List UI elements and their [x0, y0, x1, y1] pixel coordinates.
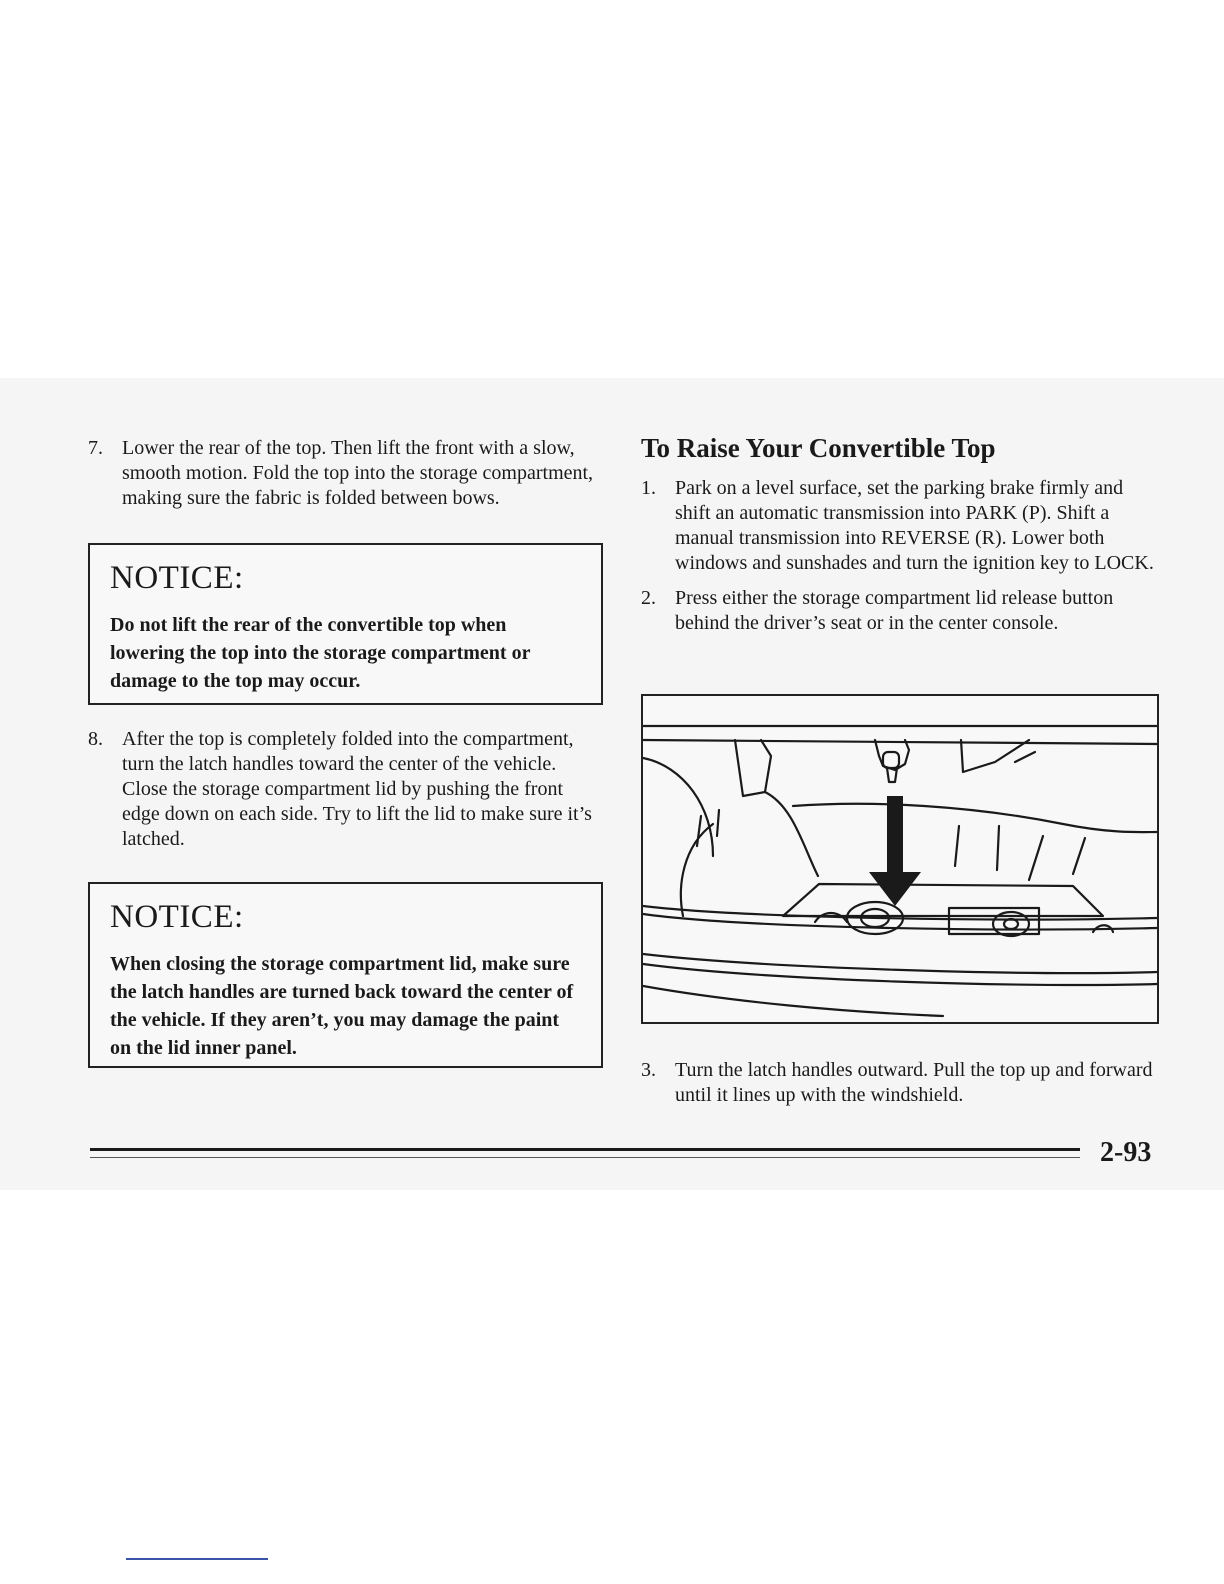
step-text: After the top is completely folded into the compartment, turn the latch handles toward the center of the vehicle. Close the storage compartment lid by pushing the front edge down on each side. Try to lift the lid to make sure it’s latched. — [122, 728, 592, 850]
arrow-down-icon — [869, 796, 921, 906]
fabric-fold-line — [997, 826, 999, 870]
step-7 — [88, 436, 603, 511]
step-2 — [641, 586, 1161, 636]
fabric-fold-line — [1073, 838, 1085, 874]
right-column-lower — [641, 1058, 1161, 1108]
left-column — [88, 436, 603, 1068]
footer-rule — [90, 1148, 1090, 1162]
latch-knob — [883, 752, 899, 768]
bin-detail-line — [717, 810, 719, 836]
bin-wall-curve — [681, 824, 713, 916]
tray-outline — [783, 884, 1103, 916]
trim-line — [643, 906, 1157, 920]
storage-compartment-drawing — [643, 696, 1157, 1022]
step-number: 1. — [641, 477, 656, 499]
bottom-divider — [126, 1558, 268, 1560]
step-text: Turn the latch handles outward. Pull the top up and forward until it lines up with the windshield. — [675, 1059, 1153, 1106]
step-number: 8. — [88, 728, 103, 750]
fabric-fold-line — [1029, 836, 1043, 880]
bin-detail-line — [697, 816, 701, 846]
body-line — [643, 954, 1157, 973]
seat-detail-line — [1015, 752, 1035, 762]
seat-back-outline — [735, 740, 771, 796]
bin-left-curve — [643, 758, 713, 856]
notice-body: When closing the storage compartment lid, make sure the latch handles are turned back toward the center of the vehicle. If they aren’t, you may damage the paint on the lid inner panel. — [110, 953, 574, 1059]
step-8 — [88, 727, 603, 852]
page-number: 2-93 — [1100, 1137, 1152, 1168]
storage-lid-illustration — [641, 694, 1159, 1024]
notice-box-1 — [88, 543, 603, 705]
lid-edge-line — [643, 740, 1157, 744]
notice-box-2 — [88, 882, 603, 1068]
notice-title: NOTICE: — [110, 899, 244, 935]
footer-rule-thin — [90, 1157, 1080, 1158]
right-column — [641, 432, 1161, 636]
step-number: 2. — [641, 587, 656, 609]
step-3 — [641, 1058, 1161, 1108]
step-1 — [641, 476, 1161, 576]
section-heading: To Raise Your Convertible Top — [641, 433, 996, 463]
bin-top-curve — [793, 804, 1157, 832]
seat-back-outline — [961, 740, 1029, 772]
step-number: 3. — [641, 1059, 656, 1081]
step-text: Press either the storage compartment lid release button behind the driver’s seat or in the center console. — [675, 587, 1114, 634]
step-number: 7. — [88, 437, 103, 459]
footer-rule-thick — [90, 1148, 1080, 1151]
body-line — [643, 964, 1157, 985]
fabric-fold-line — [955, 826, 959, 866]
notice-title: NOTICE: — [110, 560, 244, 596]
body-line — [643, 986, 943, 1016]
step-text: Park on a level surface, set the parking brake firmly and shift an automatic transmission into PARK (P). Shift a manual transmission into REVERSE (R). Lower both windows and sunshades and turn the ignition key to LOCK. — [675, 477, 1154, 574]
notice-body: Do not lift the rear of the convertible top when lowering the top into the storage compartment or damage to the top may occur. — [110, 614, 531, 692]
step-text: Lower the rear of the top. Then lift the front with a slow, smooth motion. Fold the top into the storage compartment, making sure the fabric is folded between bows. — [122, 437, 594, 509]
latch-housing — [875, 740, 909, 770]
